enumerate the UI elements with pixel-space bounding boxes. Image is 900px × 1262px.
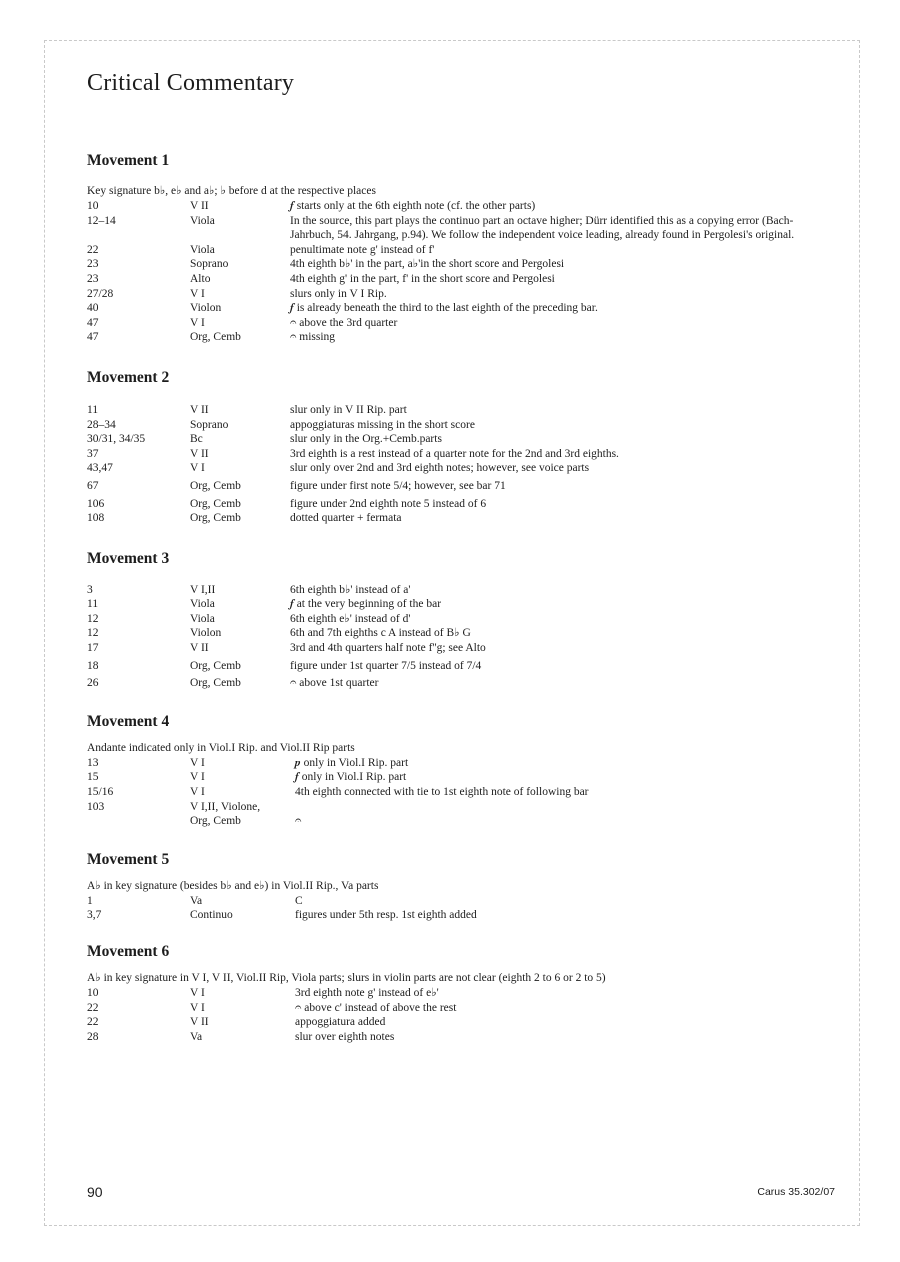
instrument-part: V I — [190, 786, 205, 799]
instrument-part: Soprano — [190, 258, 229, 271]
publisher-reference: Carus 35.302/07 — [757, 1186, 835, 1198]
remark-text: 4th eighth connected with tie to 1st eighth note of following bar — [295, 786, 589, 799]
bar-number: 12 — [87, 612, 99, 625]
commentary-row — [87, 1001, 827, 1016]
commentary-row — [87, 272, 827, 287]
page-edge-right — [859, 40, 860, 1226]
instrument-part: Va — [190, 1030, 203, 1043]
bar-number: 12–14 — [87, 214, 116, 227]
instrument-part: Viola — [190, 612, 215, 625]
commentary-row — [87, 626, 827, 641]
commentary-row — [87, 583, 827, 598]
bar-number: 67 — [87, 479, 99, 492]
instrument-part: Alto — [190, 272, 211, 285]
remark-text: appoggiatura added — [295, 1016, 386, 1029]
commentary-row — [87, 330, 827, 345]
instrument-part: V I — [190, 316, 205, 329]
commentary-row — [87, 403, 827, 418]
instrument-part: V I — [190, 287, 205, 300]
remark-text: figures under 5th resp. 1st eighth added — [295, 909, 477, 922]
commentary-row — [87, 214, 827, 243]
movement-section — [87, 150, 827, 345]
instrument-part: Org, Cemb — [190, 815, 241, 828]
remark-text: 4th eighth b♭' in the part, a♭'in the short score and Pergolesi — [290, 258, 565, 271]
remark-text: 6th and 7th eighths c A instead of B♭ G — [290, 627, 471, 640]
page-edge-left — [44, 40, 45, 1226]
instrument-part: V I — [190, 1001, 205, 1014]
commentary-row — [87, 287, 827, 302]
bar-number — [87, 814, 190, 829]
remark-text: 𝆑 starts only at the 6th eighth note (cf. the other parts) — [290, 200, 536, 212]
remark-text: 𝆏 only in Viol.I Rip. part — [295, 756, 409, 769]
commentary-list — [87, 894, 827, 923]
remark-text: penultimate note g' instead of f' — [290, 243, 435, 256]
instrument-part: Org, Cemb — [190, 479, 241, 492]
remark-text: 𝄐 above c' instead of above the rest — [295, 1001, 457, 1014]
commentary-row — [87, 1015, 827, 1030]
page-title: Critical Commentary — [87, 70, 295, 96]
remark-text: 𝄐 missing — [290, 331, 336, 344]
commentary-list — [87, 986, 827, 1044]
bar-number: 47 — [87, 331, 99, 344]
movement-heading: Movement 4 — [87, 712, 170, 730]
remark-text: 3rd eighth note g' instead of e♭' — [295, 987, 439, 999]
bar-number: 28 — [87, 1030, 99, 1043]
movement-heading: Movement 5 — [87, 850, 170, 868]
commentary-row — [87, 676, 827, 691]
commentary-row — [87, 432, 827, 447]
commentary-row — [87, 257, 827, 272]
instrument-part: V I — [190, 756, 205, 769]
movement-heading: Movement 6 — [87, 943, 170, 960]
bar-number: 3,7 — [87, 909, 102, 922]
bar-number: 30/31, 34/35 — [87, 433, 146, 446]
bar-number: 18 — [87, 659, 99, 672]
page-edge-bottom — [44, 1225, 860, 1226]
commentary-row — [87, 656, 827, 677]
remark-text: 3rd and 4th quarters half note f''g; see Alto — [290, 642, 486, 655]
bar-number: 106 — [87, 497, 105, 510]
instrument-part: Continuo — [190, 909, 233, 922]
commentary-row — [87, 894, 827, 909]
movement-note: A♭ in key signature (besides b♭ and e♭) in Viol.II Rip., Va parts — [87, 879, 379, 892]
instrument-part: V I — [190, 987, 205, 999]
remark-text: slur only in the Org.+Cemb.parts — [290, 433, 442, 446]
remark-text: slur over eighth notes — [295, 1030, 395, 1043]
bar-number: 1 — [87, 894, 93, 907]
commentary-list — [87, 199, 827, 345]
commentary-list — [87, 403, 827, 526]
commentary-content — [87, 150, 827, 1044]
bar-number: 108 — [87, 512, 105, 525]
bar-number: 40 — [87, 302, 99, 315]
movement-section — [87, 941, 827, 1044]
commentary-row — [87, 497, 827, 512]
remark-text: figure under 1st quarter 7/5 instead of 7/4 — [290, 659, 482, 672]
instrument-part: Org, Cemb — [190, 659, 241, 672]
bar-number: 22 — [87, 1001, 99, 1014]
instrument-part: V II — [190, 447, 209, 460]
instrument-part: Soprano — [190, 418, 229, 431]
movement-section — [87, 711, 827, 829]
instrument-part: V II — [190, 403, 209, 416]
bar-number: 27/28 — [87, 287, 114, 300]
remark-text: appoggiaturas missing in the short score — [290, 418, 475, 431]
commentary-row — [87, 612, 827, 627]
commentary-row — [87, 476, 827, 497]
instrument-part: Viola — [190, 243, 215, 256]
commentary-row — [87, 597, 827, 612]
bar-number: 28–34 — [87, 418, 116, 431]
bar-number: 10 — [87, 200, 99, 212]
instrument-part: V I,II, Violone, — [190, 800, 261, 813]
movement-section — [87, 849, 827, 923]
instrument-part: V II — [190, 1016, 209, 1029]
instrument-part: Bc — [190, 433, 203, 446]
commentary-row — [87, 1030, 827, 1045]
movement-heading: Movement 1 — [87, 152, 170, 169]
bar-number: 43,47 — [87, 462, 113, 475]
movement-heading: Movement 2 — [87, 368, 170, 386]
movement-section — [87, 548, 827, 691]
commentary-row — [87, 785, 827, 800]
movement-note: A♭ in key signature in V I, V II, Viol.II Rip, Viola parts; slurs in violin parts are not clear (eighth 2 to 6 or 2 to 5) — [87, 972, 606, 984]
remark-text: 𝄐 — [295, 815, 302, 828]
remark-text: C — [295, 894, 303, 907]
bar-number: 26 — [87, 677, 99, 690]
bar-number: 15/16 — [87, 786, 114, 799]
commentary-row — [87, 199, 827, 214]
commentary-list — [87, 756, 827, 829]
commentary-list — [87, 583, 827, 691]
bar-number: 17 — [87, 642, 99, 655]
instrument-part: Violon — [190, 302, 222, 315]
remark-text: slur only in V II Rip. part — [290, 403, 407, 416]
bar-number: 3 — [87, 583, 93, 596]
remark-text: figure under 2nd eighth note 5 instead of 6 — [290, 497, 487, 510]
bar-number: 47 — [87, 316, 99, 329]
instrument-part: Viola — [190, 598, 215, 611]
remark-text: slur only over 2nd and 3rd eighth notes; however, see voice parts — [290, 462, 590, 475]
bar-number: 23 — [87, 258, 99, 271]
bar-number: 37 — [87, 447, 99, 460]
instrument-part: V II — [190, 642, 209, 655]
bar-number: 11 — [87, 598, 99, 611]
remark-text: In the source, this part plays the continuo part an octave higher; Dürr identified this as a copying error (Bach-Jahrbuch, 54. Jahrgang, p.94). We follow the independent voice leading, already found in Pergolesi's original. — [290, 214, 795, 242]
bar-number: 23 — [87, 272, 99, 285]
instrument-part: V I — [190, 771, 205, 784]
remark-text: 𝆑 at the very beginning of the bar — [290, 598, 442, 611]
instrument-part: Violon — [190, 627, 222, 640]
bar-number: 22 — [87, 243, 99, 256]
bar-number: 22 — [87, 1016, 99, 1029]
remark-text: 𝄐 above 1st quarter — [290, 677, 379, 690]
remark-text: slurs only in V I Rip. — [290, 287, 387, 300]
bar-number: 15 — [87, 771, 99, 784]
bar-number: 103 — [87, 800, 105, 813]
remark-text: 3rd eighth is a rest instead of a quarter note for the 2nd and 3rd eighths. — [290, 447, 619, 460]
commentary-row — [87, 770, 827, 785]
commentary-row — [87, 301, 827, 316]
instrument-part: V II — [190, 200, 209, 212]
commentary-row — [87, 814, 827, 829]
commentary-row — [87, 908, 827, 923]
remark-text: figure under first note 5/4; however, see bar 71 — [290, 479, 506, 492]
remark-text: dotted quarter + fermata — [290, 512, 402, 525]
movement-section — [87, 367, 827, 526]
instrument-part: Viola — [190, 214, 215, 227]
remark-text: 𝆑 only in Viol.I Rip. part — [295, 771, 407, 784]
commentary-row — [87, 243, 827, 258]
commentary-row — [87, 800, 827, 815]
commentary-row — [87, 418, 827, 433]
movement-note: Andante indicated only in Viol.I Rip. and Viol.II Rip parts — [87, 741, 355, 754]
commentary-row — [87, 641, 827, 656]
bar-number: 11 — [87, 403, 99, 416]
instrument-part: Va — [190, 894, 203, 907]
commentary-row — [87, 986, 827, 1001]
bar-number: 12 — [87, 627, 99, 640]
remark-text: 𝄐 above the 3rd quarter — [290, 316, 398, 329]
remark-text — [295, 800, 827, 815]
commentary-row — [87, 316, 827, 331]
page-number: 90 — [87, 1184, 103, 1200]
remark-text: 4th eighth g' in the part, f' in the short score and Pergolesi — [290, 272, 555, 285]
bar-number: 13 — [87, 756, 99, 769]
remark-text: 𝆑 is already beneath the third to the last eighth of the preceding bar. — [290, 302, 598, 315]
instrument-part: V I — [190, 462, 205, 475]
instrument-part: Org, Cemb — [190, 331, 241, 344]
instrument-part: V I,II — [190, 583, 216, 596]
commentary-row — [87, 511, 827, 526]
commentary-row — [87, 756, 827, 771]
movement-note: Key signature b♭, e♭ and a♭; ♭ before d at the respective places — [87, 185, 376, 197]
instrument-part: Org, Cemb — [190, 512, 241, 525]
commentary-row — [87, 447, 827, 462]
instrument-part: Org, Cemb — [190, 677, 241, 690]
commentary-row — [87, 461, 827, 476]
bar-number: 10 — [87, 987, 99, 999]
movement-heading: Movement 3 — [87, 549, 170, 567]
remark-text: 6th eighth e♭' instead of d' — [290, 612, 411, 625]
instrument-part: Org, Cemb — [190, 497, 241, 510]
page-edge-top — [44, 40, 860, 41]
remark-text: 6th eighth b♭' instead of a' — [290, 583, 411, 596]
